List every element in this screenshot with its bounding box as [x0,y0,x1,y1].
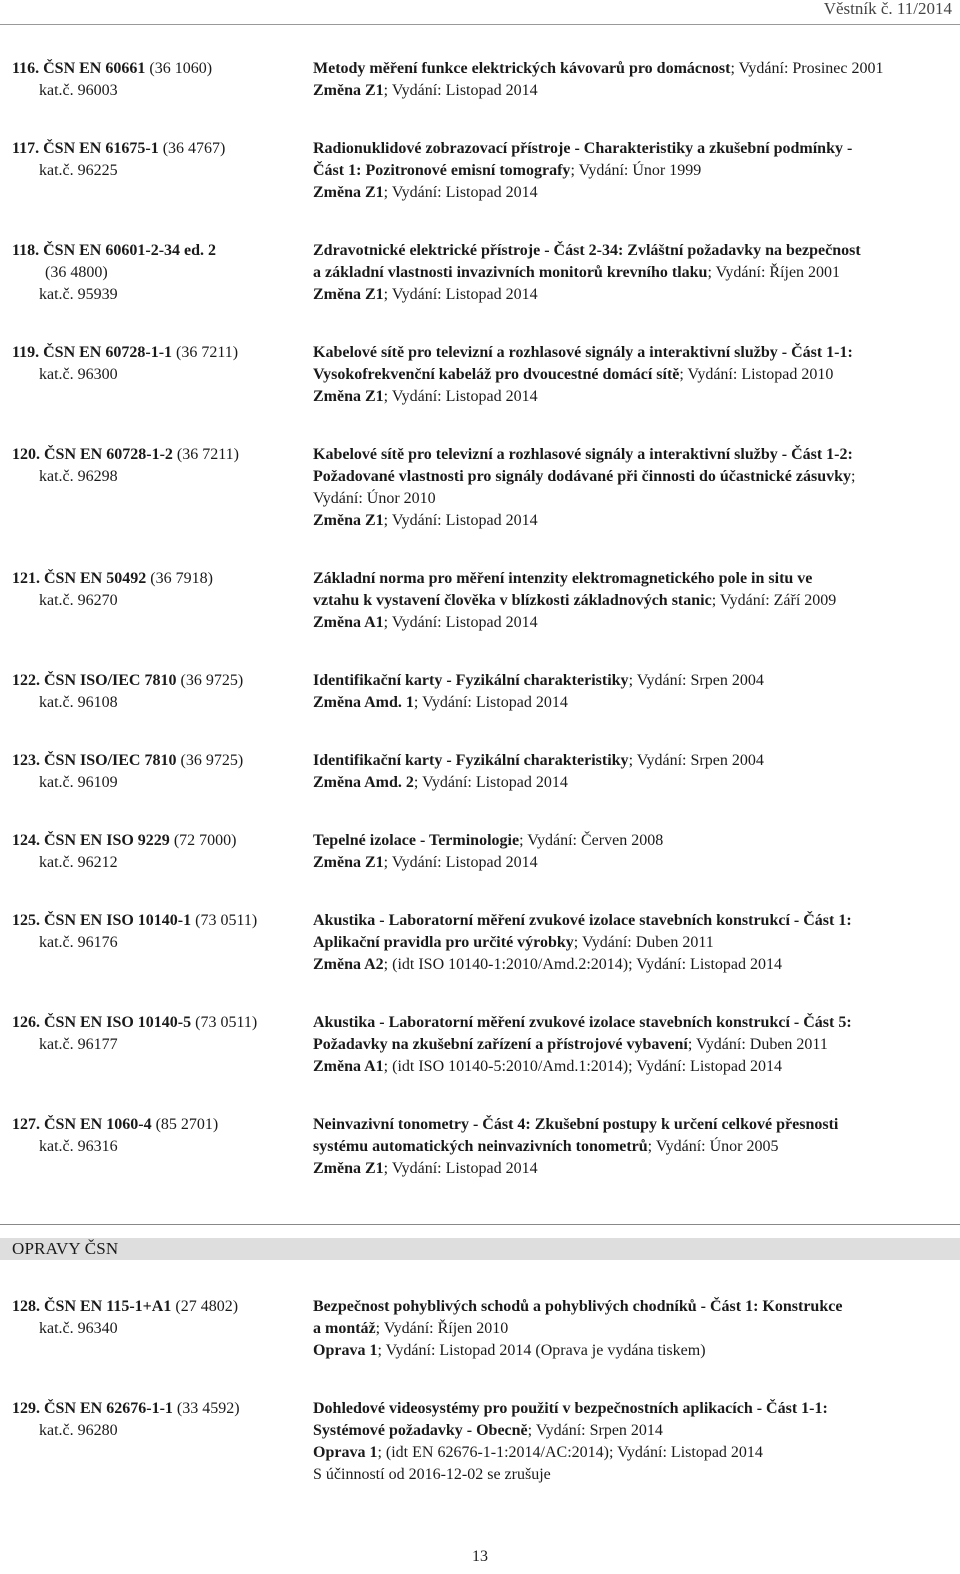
description-line [313,670,953,692]
classification-code: (36 1060) [145,60,213,77]
description-line [313,1296,953,1318]
description-detail: ; Vydání: Listopad 2014 [413,774,568,791]
description-detail: ; Vydání: Prosinec 2001 [730,60,884,77]
description-title: Změna Z1 [313,82,384,99]
description-line [313,58,953,80]
standard-code: ČSN EN 1060-4 [44,1116,152,1133]
standard-description [313,1296,953,1362]
description-title: Změna Z1 [313,1160,384,1177]
description-title: Tepelné izolace - Terminologie [313,832,520,849]
description-line [313,488,953,510]
catalog-number: kat.č. 96177 [39,1036,118,1053]
description-detail: ; Vydání: Únor 1999 [570,162,702,179]
catalog-number: kat.č. 96176 [39,934,118,951]
description-title: Změna Z1 [313,388,384,405]
description-title: Kabelové sítě pro televizní a rozhlasové signály a interaktivní služby - Část 1-1: [313,344,853,361]
description-line [313,364,953,386]
description-title: Akustika - Laboratorní měření zvukové izolace stavebních konstrukcí - Část 1: [313,912,852,929]
standard-description [313,342,953,408]
classification-code: (36 4800) [45,264,108,281]
entry-number: 121. [12,570,44,587]
description-title: Neinvazivní tonometry - Část 4: Zkušební postupy k určení celkové přesnosti [313,1116,839,1133]
description-title: Aplikační pravidla pro určité výrobky [313,934,574,951]
description-line [313,1114,953,1136]
description-detail: ; Vydání: Listopad 2014 (Oprava je vydána tiskem) [377,1342,706,1359]
description-line [313,1464,953,1486]
classification-code: (36 7211) [172,344,239,361]
standard-code: ČSN ISO/IEC 7810 [44,752,177,769]
standard-identifier [12,1398,307,1442]
description-title: a montáž [313,1320,376,1337]
standard-code-line [12,58,307,80]
standard-identifier [12,830,307,874]
description-detail: ; (idt EN 62676-1-1:2014/AC:2014); Vydání: Listopad 2014 [377,1444,763,1461]
classification-code: (36 7918) [146,570,213,587]
standard-code: ČSN EN 60728-1-1 [43,344,173,361]
section-divider [0,1224,960,1225]
description-title: Požadované vlastnosti pro signály dodávané při činnosti do účastnické zásuvky [313,468,852,485]
catalog-number: kat.č. 96316 [39,1138,118,1155]
description-title: Změna Z1 [313,512,384,529]
description-title: Požadavky na zkušební zařízení a přístrojové vybavení [313,1036,688,1053]
description-title: Radionuklidové zobrazovací přístroje - Charakteristiky a zkušební podmínky - [313,140,853,157]
standard-code: ČSN EN 61675-1 [43,140,159,157]
classification-code: (36 4767) [158,140,226,157]
standard-code-line [12,568,307,590]
description-line [313,342,953,364]
description-detail: ; (idt ISO 10140-5:2010/Amd.1:2014); Vydání: Listopad 2014 [383,1058,783,1075]
description-line [313,1442,953,1464]
standard-code-line [12,240,307,262]
standard-code-line [12,1296,307,1318]
standard-code-line [12,1114,307,1136]
standard-identifier [12,444,307,488]
standard-identifier [12,1296,307,1340]
classification-code: (27 4802) [171,1298,239,1315]
standard-code-line [12,910,307,932]
section-band [0,1238,960,1260]
description-line [313,1012,953,1034]
description-detail: Vydání: Únor 2010 [313,490,436,507]
standard-code: ČSN EN 62676-1-1 [44,1400,173,1417]
description-line [313,1158,953,1180]
standard-code: ČSN ISO/IEC 7810 [44,672,177,689]
description-detail: ; Vydání: Únor 2005 [647,1138,779,1155]
description-line [313,772,953,794]
entry-number: 116. [12,60,44,77]
classification-code: (72 7000) [169,832,237,849]
standard-code-line [12,444,307,466]
description-line [313,1340,953,1362]
standard-identifier [12,1012,307,1056]
description-line [313,1136,953,1158]
catalog-number: kat.č. 96280 [39,1422,118,1439]
description-title: Změna Z1 [313,286,384,303]
standard-description [313,830,953,874]
description-title: Systémové požadavky - Obecně [313,1422,528,1439]
classification-code: (33 4592) [172,1400,240,1417]
description-title: Změna Amd. 2 [313,774,414,791]
standard-description [313,1398,953,1486]
catalog-number: kat.č. 96212 [39,854,118,871]
description-detail: ; Vydání: Říjen 2010 [375,1320,509,1337]
entry-number: 128. [12,1298,44,1315]
description-title: Dohledové videosystémy pro použití v bezpečnostních aplikacích - Část 1-1: [313,1400,828,1417]
description-title: Akustika - Laboratorní měření zvukové izolace stavebních konstrukcí - Část 5: [313,1014,852,1031]
standard-code: ČSN EN 60661 [43,60,146,77]
description-title: Zdravotnické elektrické přístroje - Část 2-34: Zvláštní požadavky na bezpečnost [313,242,861,259]
description-title: Metody měření funkce elektrických kávovarů pro domácnost [313,60,731,77]
entry-number: 129. [12,1400,44,1417]
standard-description [313,240,953,306]
description-line [313,590,953,612]
entry-number: 123. [12,752,44,769]
standard-description [313,568,953,634]
classification-code: (36 9725) [176,752,244,769]
description-line [313,568,953,590]
entry-number: 117. [12,140,44,157]
classification-code: (73 0511) [191,912,258,929]
description-line [313,466,953,488]
description-detail: ; Vydání: Duben 2011 [573,934,714,951]
standard-code-line [12,830,307,852]
classification-code: (36 7211) [172,446,239,463]
standard-code: ČSN EN 50492 [44,570,147,587]
description-detail: ; (idt ISO 10140-1:2010/Amd.2:2014); Vydání: Listopad 2014 [383,956,783,973]
description-line [313,80,953,102]
description-title: Změna Z1 [313,184,384,201]
catalog-number: kat.č. 96340 [39,1320,118,1337]
description-line [313,182,953,204]
description-title: vztahu k vystavení člověka v blízkosti základnových stanic [313,592,712,609]
standard-description [313,1114,953,1180]
catalog-number: kat.č. 96225 [39,162,118,179]
classification-code: (73 0511) [191,1014,258,1031]
standard-description [313,750,953,794]
description-detail: ; Vydání: Červen 2008 [519,832,664,849]
standard-identifier [12,1114,307,1158]
description-detail: ; Vydání: Listopad 2014 [383,1160,538,1177]
description-title: Vysokofrekvenční kabeláž pro dvoucestné domácí sítě [313,366,680,383]
description-detail: ; [851,468,856,485]
standard-description [313,670,953,714]
catalog-number: kat.č. 96300 [39,366,118,383]
standard-identifier [12,138,307,182]
catalog-number: kat.č. 96270 [39,592,118,609]
description-title: Změna Amd. 1 [313,694,414,711]
description-title: a základní vlastnosti invazivních monitorů krevního tlaku [313,264,708,281]
standard-code-line [12,670,307,692]
standard-identifier [12,910,307,954]
description-detail: ; Vydání: Listopad 2010 [679,366,834,383]
standard-code-line [12,1012,307,1034]
standard-description [313,910,953,976]
entry-number: 127. [12,1116,44,1133]
standard-identifier [12,58,307,102]
standard-code-line [12,138,307,160]
standard-identifier [12,240,307,306]
description-title: systému automatických neinvazivních tonometrů [313,1138,648,1155]
section-title: OPRAVY ČSN [12,1239,119,1258]
description-title: Oprava 1 [313,1444,378,1461]
description-detail: S účinností od 2016-12-02 se zrušuje [313,1466,551,1483]
classification-code: (85 2701) [151,1116,219,1133]
journal-header: Věstník č. 11/2014 [823,0,952,18]
description-detail: ; Vydání: Duben 2011 [687,1036,828,1053]
standard-code: ČSN EN 60601-2-34 ed. 2 [43,242,217,259]
description-title: Změna A1 [313,1058,384,1075]
description-line [313,510,953,532]
description-title: Bezpečnost pohyblivých schodů a pohyblivých chodníků - Část 1: Konstrukce [313,1298,843,1315]
entry-number: 119. [12,344,44,361]
description-line [313,910,953,932]
description-line [313,830,953,852]
standard-identifier [12,670,307,714]
description-detail: ; Vydání: Říjen 2001 [707,264,841,281]
description-detail: ; Vydání: Listopad 2014 [383,388,538,405]
description-title: Změna A2 [313,956,384,973]
description-title: Identifikační karty - Fyzikální charakteristiky [313,672,629,689]
catalog-number: kat.č. 95939 [39,286,118,303]
standard-description [313,1012,953,1078]
entry-number: 118. [12,242,44,259]
description-detail: ; Vydání: Srpen 2004 [628,672,764,689]
description-line [313,444,953,466]
description-line [313,284,953,306]
header-divider [0,24,960,25]
standard-code-line [12,342,307,364]
standard-description [313,444,953,532]
description-line [313,954,953,976]
standard-identifier [12,568,307,612]
catalog-number: kat.č. 96109 [39,774,118,791]
description-line [313,160,953,182]
description-detail: ; Vydání: Listopad 2014 [383,854,538,871]
standard-code: ČSN EN 115-1+A1 [44,1298,172,1315]
description-title: Oprava 1 [313,1342,378,1359]
description-detail: ; Vydání: Září 2009 [711,592,837,609]
description-line [313,1318,953,1340]
description-line [313,852,953,874]
catalog-number: kat.č. 96298 [39,468,118,485]
classification-code: (36 9725) [176,672,244,689]
entry-number: 126. [12,1014,44,1031]
description-detail: ; Vydání: Listopad 2014 [413,694,568,711]
description-detail: ; Vydání: Listopad 2014 [383,614,538,631]
description-title: Část 1: Pozitronové emisní tomografy [313,162,571,179]
description-title: Změna A1 [313,614,384,631]
standard-code: ČSN EN ISO 10140-5 [44,1014,192,1031]
standard-code: ČSN EN ISO 10140-1 [44,912,192,929]
standard-code: ČSN EN 60728-1-2 [44,446,173,463]
description-line [313,262,953,284]
description-title: Kabelové sítě pro televizní a rozhlasové signály a interaktivní služby - Část 1-2: [313,446,853,463]
description-line [313,1056,953,1078]
page-number: 13 [472,1548,488,1565]
description-detail: ; Vydání: Listopad 2014 [383,184,538,201]
standard-identifier [12,342,307,386]
standard-code-line [12,750,307,772]
entry-number: 124. [12,832,44,849]
entry-number: 120. [12,446,44,463]
description-detail: ; Vydání: Listopad 2014 [383,82,538,99]
description-line [313,612,953,634]
standard-description [313,138,953,204]
description-line [313,1034,953,1056]
description-detail: ; Vydání: Srpen 2014 [527,1422,663,1439]
description-line [313,932,953,954]
description-line [313,1398,953,1420]
entry-number: 122. [12,672,44,689]
entry-number: 125. [12,912,44,929]
description-detail: ; Vydání: Listopad 2014 [383,512,538,529]
standard-identifier [12,750,307,794]
catalog-number: kat.č. 96108 [39,694,118,711]
description-line [313,386,953,408]
description-title: Změna Z1 [313,854,384,871]
standard-code: ČSN EN ISO 9229 [44,832,170,849]
description-title: Identifikační karty - Fyzikální charakteristiky [313,752,629,769]
catalog-number: kat.č. 96003 [39,82,118,99]
description-line [313,692,953,714]
standard-code-line [12,1398,307,1420]
description-detail: ; Vydání: Listopad 2014 [383,286,538,303]
description-detail: ; Vydání: Srpen 2004 [628,752,764,769]
description-line [313,750,953,772]
description-title: Základní norma pro měření intenzity elektromagnetického pole in situ ve [313,570,813,587]
description-line [313,240,953,262]
standard-description [313,58,953,102]
description-line [313,1420,953,1442]
description-line [313,138,953,160]
